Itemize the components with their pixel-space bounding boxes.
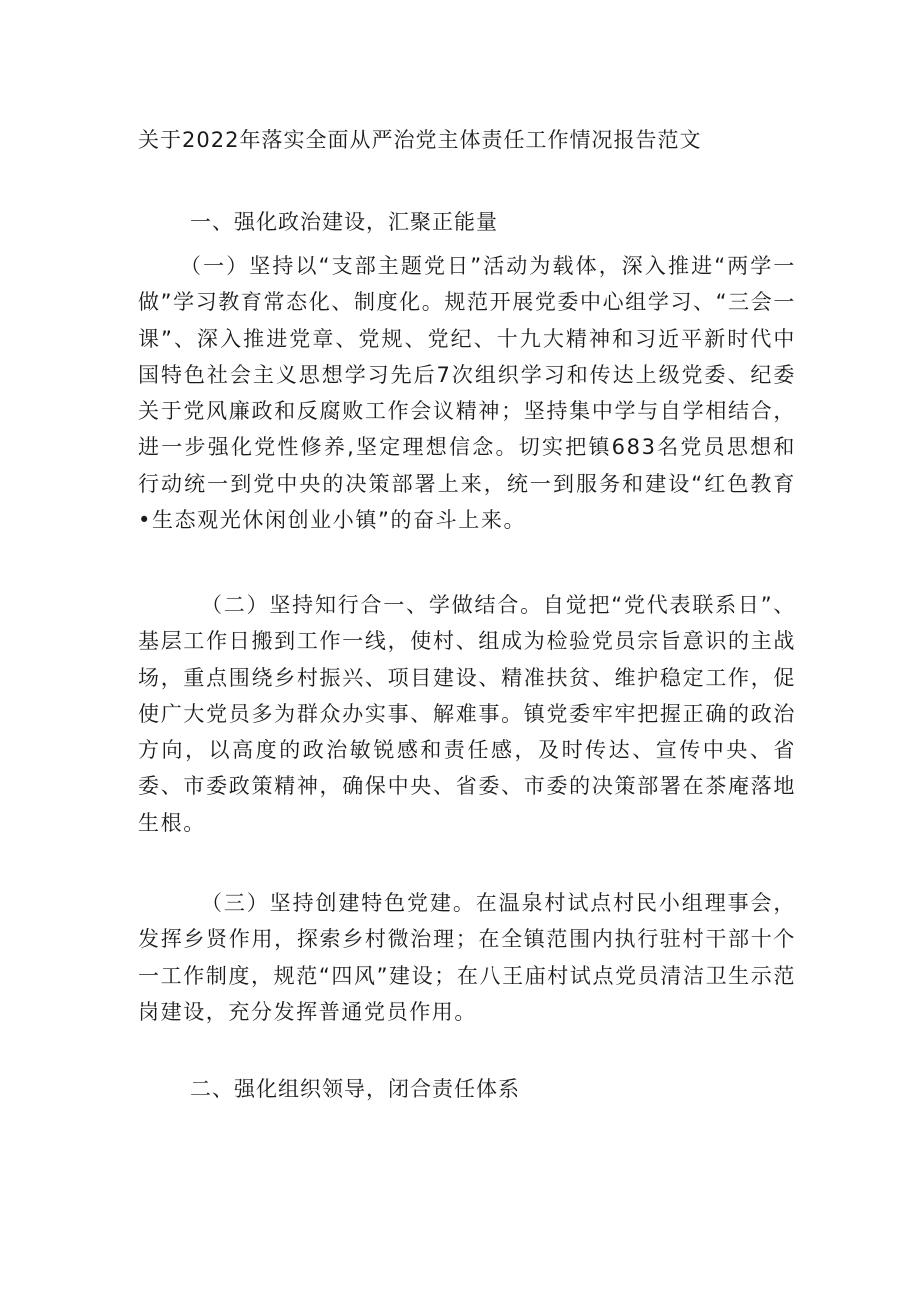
paragraph-3: （三）坚持创建特色党建。在温泉村试点村民小组理事会，发挥乡贤作用，探索乡村微治理；在全镇范围内执行驻村干部十个一工作制度，规范“四风”建设；在八王庙村试点党员清洁卫生示范岗建设，充分发挥普通党员作用。 [138, 891, 796, 1024]
document-title: 关于2022年落实全面从严治党主体责任工作情况报告范文 [138, 128, 702, 152]
paragraph-2: （二）坚持知行合一、学做结合。自觉把“党代表联系日”、基层工作日搬到工作一线，使村、组成为检验党员宗旨意识的主战场，重点围绕乡村振兴、项目建设、精准扶贫、维护稳定工作，促使广大党员多为群众办实事、解难事。镇党委牢牢把握正确的政治方向，以高度的政治敏锐感和责任感，及时传达、宣传中央、省委、市委政策精神，确保中央、省委、市委的决策部署在茶庵落地生根。 [138, 593, 796, 835]
section-heading-2: 二、强化组织领导，闭合责任体系 [190, 1077, 520, 1101]
section-heading-1: 一、强化政治建设，汇聚正能量 [190, 210, 498, 234]
paragraph-1: （一）坚持以“支部主题党日”活动为载体，深入推进“两学一做”学习教育常态化、制度化。规范开展党委中心组学习、“三会一课”、深入推进党章、党规、党纪、十九大精神和习近平新时代中国特色社会主义思想学习先后7次组织学习和传达上级党委、纪委关于党风廉政和反腐败工作会议精神；坚持集中学与自学相结合，进一步强化党性修养,坚定理想信念。切实把镇683名党员思想和行动统一到党中央的决策部署上来，统一到服务和建设“红色教育•生态观光休闲创业小镇”的奋斗上来。 [138, 254, 796, 533]
